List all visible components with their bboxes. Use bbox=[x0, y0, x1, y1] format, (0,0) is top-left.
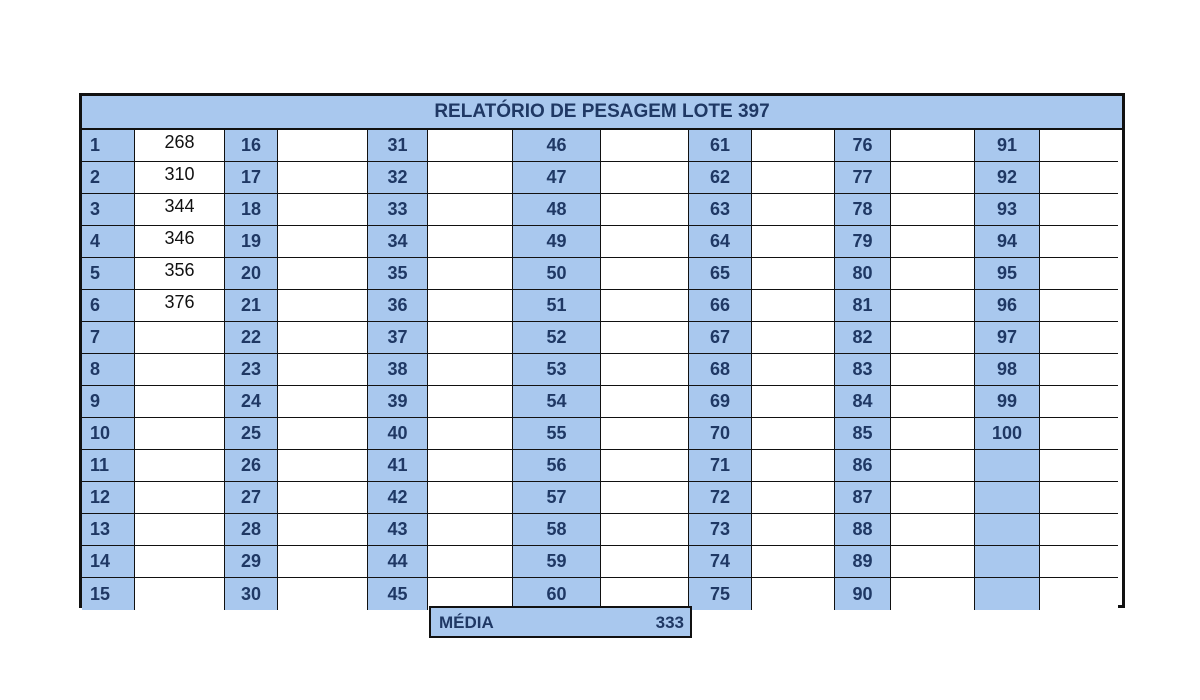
weight-value-cell[interactable] bbox=[278, 258, 368, 290]
weight-value-cell[interactable] bbox=[752, 258, 835, 290]
animal-number-cell: 20 bbox=[225, 258, 278, 290]
weight-value-cell[interactable] bbox=[278, 418, 368, 450]
weight-value-cell[interactable] bbox=[428, 546, 513, 578]
animal-number-cell: 24 bbox=[225, 386, 278, 418]
animal-number-cell: 29 bbox=[225, 546, 278, 578]
weight-value-cell[interactable] bbox=[891, 290, 975, 322]
weight-value-cell[interactable] bbox=[278, 130, 368, 162]
weight-value-cell[interactable] bbox=[752, 226, 835, 258]
animal-number-cell: 39 bbox=[368, 386, 428, 418]
animal-number-cell: 19 bbox=[225, 226, 278, 258]
weight-value-cell[interactable] bbox=[428, 130, 513, 162]
animal-number-cell: 94 bbox=[975, 226, 1040, 258]
weighing-grid bbox=[82, 130, 1122, 605]
weight-value-cell[interactable] bbox=[601, 450, 689, 482]
animal-number-cell bbox=[975, 482, 1040, 514]
animal-number-cell: 100 bbox=[975, 418, 1040, 450]
weight-value-cell[interactable] bbox=[1040, 514, 1118, 546]
weight-value-cell[interactable] bbox=[891, 546, 975, 578]
animal-number-cell: 26 bbox=[225, 450, 278, 482]
animal-number-cell: 53 bbox=[513, 354, 601, 386]
animal-number-cell: 35 bbox=[368, 258, 428, 290]
weight-value-cell[interactable] bbox=[428, 418, 513, 450]
weight-value-cell[interactable] bbox=[891, 386, 975, 418]
animal-number-cell: 82 bbox=[835, 322, 891, 354]
weight-value-cell[interactable]: 346 bbox=[135, 226, 225, 258]
weight-value-cell[interactable] bbox=[278, 322, 368, 354]
animal-number-cell: 85 bbox=[835, 418, 891, 450]
weight-value-cell[interactable] bbox=[135, 354, 225, 386]
animal-number-cell bbox=[975, 514, 1040, 546]
weight-value-cell[interactable] bbox=[428, 162, 513, 194]
animal-number-cell bbox=[975, 450, 1040, 482]
animal-number-cell: 25 bbox=[225, 418, 278, 450]
animal-number-cell: 10 bbox=[82, 418, 135, 450]
animal-number-cell: 65 bbox=[689, 258, 752, 290]
animal-number-cell: 93 bbox=[975, 194, 1040, 226]
animal-number-cell: 86 bbox=[835, 450, 891, 482]
animal-number-cell: 41 bbox=[368, 450, 428, 482]
animal-number-cell: 3 bbox=[82, 194, 135, 226]
weight-value-cell[interactable] bbox=[428, 322, 513, 354]
weight-value-cell[interactable] bbox=[601, 226, 689, 258]
weight-value-cell[interactable] bbox=[601, 514, 689, 546]
weight-value-cell[interactable] bbox=[891, 162, 975, 194]
animal-number-cell: 13 bbox=[82, 514, 135, 546]
animal-number-cell: 67 bbox=[689, 322, 752, 354]
weight-value-cell[interactable] bbox=[752, 546, 835, 578]
weight-value-cell[interactable] bbox=[278, 226, 368, 258]
animal-number-cell: 96 bbox=[975, 290, 1040, 322]
animal-number-cell: 32 bbox=[368, 162, 428, 194]
animal-number-cell: 71 bbox=[689, 450, 752, 482]
weight-value-cell[interactable] bbox=[135, 450, 225, 482]
animal-number-cell: 28 bbox=[225, 514, 278, 546]
weight-value-cell[interactable] bbox=[135, 482, 225, 514]
weight-value-cell[interactable] bbox=[428, 354, 513, 386]
weight-value-cell[interactable] bbox=[1040, 354, 1118, 386]
weight-value-cell[interactable] bbox=[428, 514, 513, 546]
animal-number-cell: 55 bbox=[513, 418, 601, 450]
animal-number-cell: 4 bbox=[82, 226, 135, 258]
animal-number-cell: 78 bbox=[835, 194, 891, 226]
animal-number-cell: 21 bbox=[225, 290, 278, 322]
animal-number-cell: 8 bbox=[82, 354, 135, 386]
weight-value-cell[interactable] bbox=[428, 386, 513, 418]
weight-value-cell[interactable] bbox=[752, 450, 835, 482]
weight-value-cell[interactable] bbox=[1040, 546, 1118, 578]
average-summary bbox=[429, 606, 692, 638]
animal-number-cell: 99 bbox=[975, 386, 1040, 418]
weight-value-cell[interactable] bbox=[752, 514, 835, 546]
weight-value-cell[interactable] bbox=[891, 578, 975, 610]
weight-value-cell[interactable] bbox=[752, 386, 835, 418]
weight-value-cell[interactable] bbox=[278, 290, 368, 322]
animal-number-cell: 69 bbox=[689, 386, 752, 418]
animal-number-cell: 27 bbox=[225, 482, 278, 514]
weight-value-cell[interactable] bbox=[1040, 482, 1118, 514]
animal-number-cell: 38 bbox=[368, 354, 428, 386]
weight-value-cell[interactable] bbox=[752, 322, 835, 354]
weight-value-cell[interactable] bbox=[1040, 418, 1118, 450]
animal-number-cell: 34 bbox=[368, 226, 428, 258]
animal-number-cell: 89 bbox=[835, 546, 891, 578]
animal-number-cell: 66 bbox=[689, 290, 752, 322]
average-value: 333 bbox=[655, 613, 684, 632]
animal-number-cell: 15 bbox=[82, 578, 135, 610]
animal-number-cell: 62 bbox=[689, 162, 752, 194]
animal-number-cell: 44 bbox=[368, 546, 428, 578]
animal-number-cell: 31 bbox=[368, 130, 428, 162]
animal-number-cell: 77 bbox=[835, 162, 891, 194]
weight-value-cell[interactable] bbox=[752, 130, 835, 162]
animal-number-cell: 49 bbox=[513, 226, 601, 258]
weight-value-cell[interactable] bbox=[428, 290, 513, 322]
animal-number-cell: 47 bbox=[513, 162, 601, 194]
animal-number-cell: 9 bbox=[82, 386, 135, 418]
animal-number-cell: 64 bbox=[689, 226, 752, 258]
animal-number-cell: 42 bbox=[368, 482, 428, 514]
weight-value-cell[interactable] bbox=[601, 322, 689, 354]
weight-value-cell[interactable] bbox=[752, 418, 835, 450]
animal-number-cell: 36 bbox=[368, 290, 428, 322]
animal-number-cell: 6 bbox=[82, 290, 135, 322]
weight-value-cell[interactable] bbox=[278, 354, 368, 386]
animal-number-cell: 83 bbox=[835, 354, 891, 386]
animal-number-cell: 80 bbox=[835, 258, 891, 290]
weight-value-cell[interactable] bbox=[135, 386, 225, 418]
weight-value-cell[interactable] bbox=[752, 482, 835, 514]
weight-value-cell[interactable] bbox=[428, 194, 513, 226]
animal-number-cell: 17 bbox=[225, 162, 278, 194]
animal-number-cell: 59 bbox=[513, 546, 601, 578]
weight-value-cell[interactable] bbox=[278, 578, 368, 610]
weight-value-cell[interactable] bbox=[752, 194, 835, 226]
animal-number-cell: 2 bbox=[82, 162, 135, 194]
weight-value-cell[interactable] bbox=[278, 194, 368, 226]
animal-number-cell: 88 bbox=[835, 514, 891, 546]
weight-value-cell[interactable]: 356 bbox=[135, 258, 225, 290]
weight-value-cell[interactable] bbox=[601, 482, 689, 514]
animal-number-cell: 30 bbox=[225, 578, 278, 610]
weight-value-cell[interactable] bbox=[601, 354, 689, 386]
weight-value-cell[interactable] bbox=[601, 290, 689, 322]
animal-number-cell: 33 bbox=[368, 194, 428, 226]
weight-value-cell[interactable] bbox=[601, 418, 689, 450]
weight-value-cell[interactable] bbox=[1040, 130, 1118, 162]
weight-value-cell[interactable] bbox=[278, 514, 368, 546]
animal-number-cell: 92 bbox=[975, 162, 1040, 194]
weight-value-cell[interactable] bbox=[601, 162, 689, 194]
weight-value-cell[interactable] bbox=[891, 322, 975, 354]
weight-value-cell[interactable] bbox=[428, 450, 513, 482]
weight-value-cell[interactable] bbox=[601, 130, 689, 162]
weight-value-cell[interactable] bbox=[1040, 450, 1118, 482]
animal-number-cell: 23 bbox=[225, 354, 278, 386]
weight-value-cell[interactable] bbox=[891, 418, 975, 450]
animal-number-cell: 7 bbox=[82, 322, 135, 354]
weight-value-cell[interactable] bbox=[278, 386, 368, 418]
animal-number-cell: 22 bbox=[225, 322, 278, 354]
animal-number-cell: 90 bbox=[835, 578, 891, 610]
weight-value-cell[interactable] bbox=[891, 482, 975, 514]
animal-number-cell: 95 bbox=[975, 258, 1040, 290]
animal-number-cell: 52 bbox=[513, 322, 601, 354]
animal-number-cell: 72 bbox=[689, 482, 752, 514]
weight-value-cell[interactable]: 268 bbox=[135, 130, 225, 162]
animal-number-cell: 73 bbox=[689, 514, 752, 546]
animal-number-cell: 74 bbox=[689, 546, 752, 578]
animal-number-cell: 84 bbox=[835, 386, 891, 418]
animal-number-cell: 98 bbox=[975, 354, 1040, 386]
weight-value-cell[interactable] bbox=[278, 546, 368, 578]
weight-value-cell[interactable] bbox=[428, 226, 513, 258]
weight-value-cell[interactable] bbox=[891, 514, 975, 546]
weight-value-cell[interactable] bbox=[752, 354, 835, 386]
animal-number-cell: 43 bbox=[368, 514, 428, 546]
animal-number-cell: 46 bbox=[513, 130, 601, 162]
weight-value-cell[interactable] bbox=[1040, 322, 1118, 354]
animal-number-cell: 45 bbox=[368, 578, 428, 610]
weight-value-cell[interactable]: 310 bbox=[135, 162, 225, 194]
weight-value-cell[interactable] bbox=[891, 354, 975, 386]
animal-number-cell: 5 bbox=[82, 258, 135, 290]
animal-number-cell: 12 bbox=[82, 482, 135, 514]
weight-value-cell[interactable] bbox=[1040, 386, 1118, 418]
animal-number-cell: 87 bbox=[835, 482, 891, 514]
animal-number-cell: 60 bbox=[513, 578, 601, 610]
animal-number-cell: 63 bbox=[689, 194, 752, 226]
animal-number-cell: 14 bbox=[82, 546, 135, 578]
animal-number-cell: 50 bbox=[513, 258, 601, 290]
animal-number-cell: 81 bbox=[835, 290, 891, 322]
average-label: MÉDIA bbox=[439, 613, 494, 632]
animal-number-cell: 48 bbox=[513, 194, 601, 226]
animal-number-cell: 70 bbox=[689, 418, 752, 450]
weight-value-cell[interactable] bbox=[428, 258, 513, 290]
animal-number-cell: 61 bbox=[689, 130, 752, 162]
animal-number-cell: 58 bbox=[513, 514, 601, 546]
weight-value-cell[interactable] bbox=[135, 418, 225, 450]
weight-value-cell[interactable] bbox=[1040, 290, 1118, 322]
weight-value-cell[interactable] bbox=[1040, 162, 1118, 194]
animal-number-cell: 79 bbox=[835, 226, 891, 258]
weight-value-cell[interactable] bbox=[752, 578, 835, 610]
animal-number-cell: 68 bbox=[689, 354, 752, 386]
weight-value-cell[interactable] bbox=[891, 258, 975, 290]
animal-number-cell: 18 bbox=[225, 194, 278, 226]
weight-value-cell[interactable] bbox=[278, 482, 368, 514]
weight-value-cell[interactable] bbox=[278, 450, 368, 482]
weight-value-cell[interactable]: 376 bbox=[135, 290, 225, 322]
weight-value-cell[interactable] bbox=[601, 258, 689, 290]
animal-number-cell: 56 bbox=[513, 450, 601, 482]
animal-number-cell: 76 bbox=[835, 130, 891, 162]
weighing-report-table bbox=[79, 93, 1125, 608]
weight-value-cell[interactable] bbox=[1040, 226, 1118, 258]
weight-value-cell[interactable] bbox=[135, 322, 225, 354]
animal-number-cell: 97 bbox=[975, 322, 1040, 354]
animal-number-cell: 51 bbox=[513, 290, 601, 322]
weight-value-cell[interactable] bbox=[752, 162, 835, 194]
weight-value-cell[interactable] bbox=[891, 226, 975, 258]
weight-value-cell[interactable] bbox=[1040, 194, 1118, 226]
weight-value-cell[interactable] bbox=[1040, 578, 1118, 610]
weight-value-cell[interactable] bbox=[891, 194, 975, 226]
weight-value-cell[interactable] bbox=[278, 162, 368, 194]
weight-value-cell[interactable] bbox=[601, 194, 689, 226]
animal-number-cell bbox=[975, 578, 1040, 610]
weight-value-cell[interactable] bbox=[891, 130, 975, 162]
weight-value-cell[interactable] bbox=[428, 482, 513, 514]
animal-number-cell: 1 bbox=[82, 130, 135, 162]
weight-value-cell[interactable] bbox=[1040, 258, 1118, 290]
animal-number-cell bbox=[975, 546, 1040, 578]
animal-number-cell: 91 bbox=[975, 130, 1040, 162]
weight-value-cell[interactable] bbox=[601, 546, 689, 578]
weight-value-cell[interactable]: 344 bbox=[135, 194, 225, 226]
animal-number-cell: 37 bbox=[368, 322, 428, 354]
weight-value-cell[interactable] bbox=[135, 546, 225, 578]
animal-number-cell: 54 bbox=[513, 386, 601, 418]
weight-value-cell[interactable] bbox=[752, 290, 835, 322]
weight-value-cell[interactable] bbox=[601, 386, 689, 418]
animal-number-cell: 40 bbox=[368, 418, 428, 450]
animal-number-cell: 16 bbox=[225, 130, 278, 162]
weight-value-cell[interactable] bbox=[891, 450, 975, 482]
animal-number-cell: 75 bbox=[689, 578, 752, 610]
weight-value-cell[interactable] bbox=[135, 578, 225, 610]
weight-value-cell[interactable] bbox=[135, 514, 225, 546]
animal-number-cell: 57 bbox=[513, 482, 601, 514]
animal-number-cell: 11 bbox=[82, 450, 135, 482]
report-title: RELATÓRIO DE PESAGEM LOTE 397 bbox=[82, 96, 1122, 130]
